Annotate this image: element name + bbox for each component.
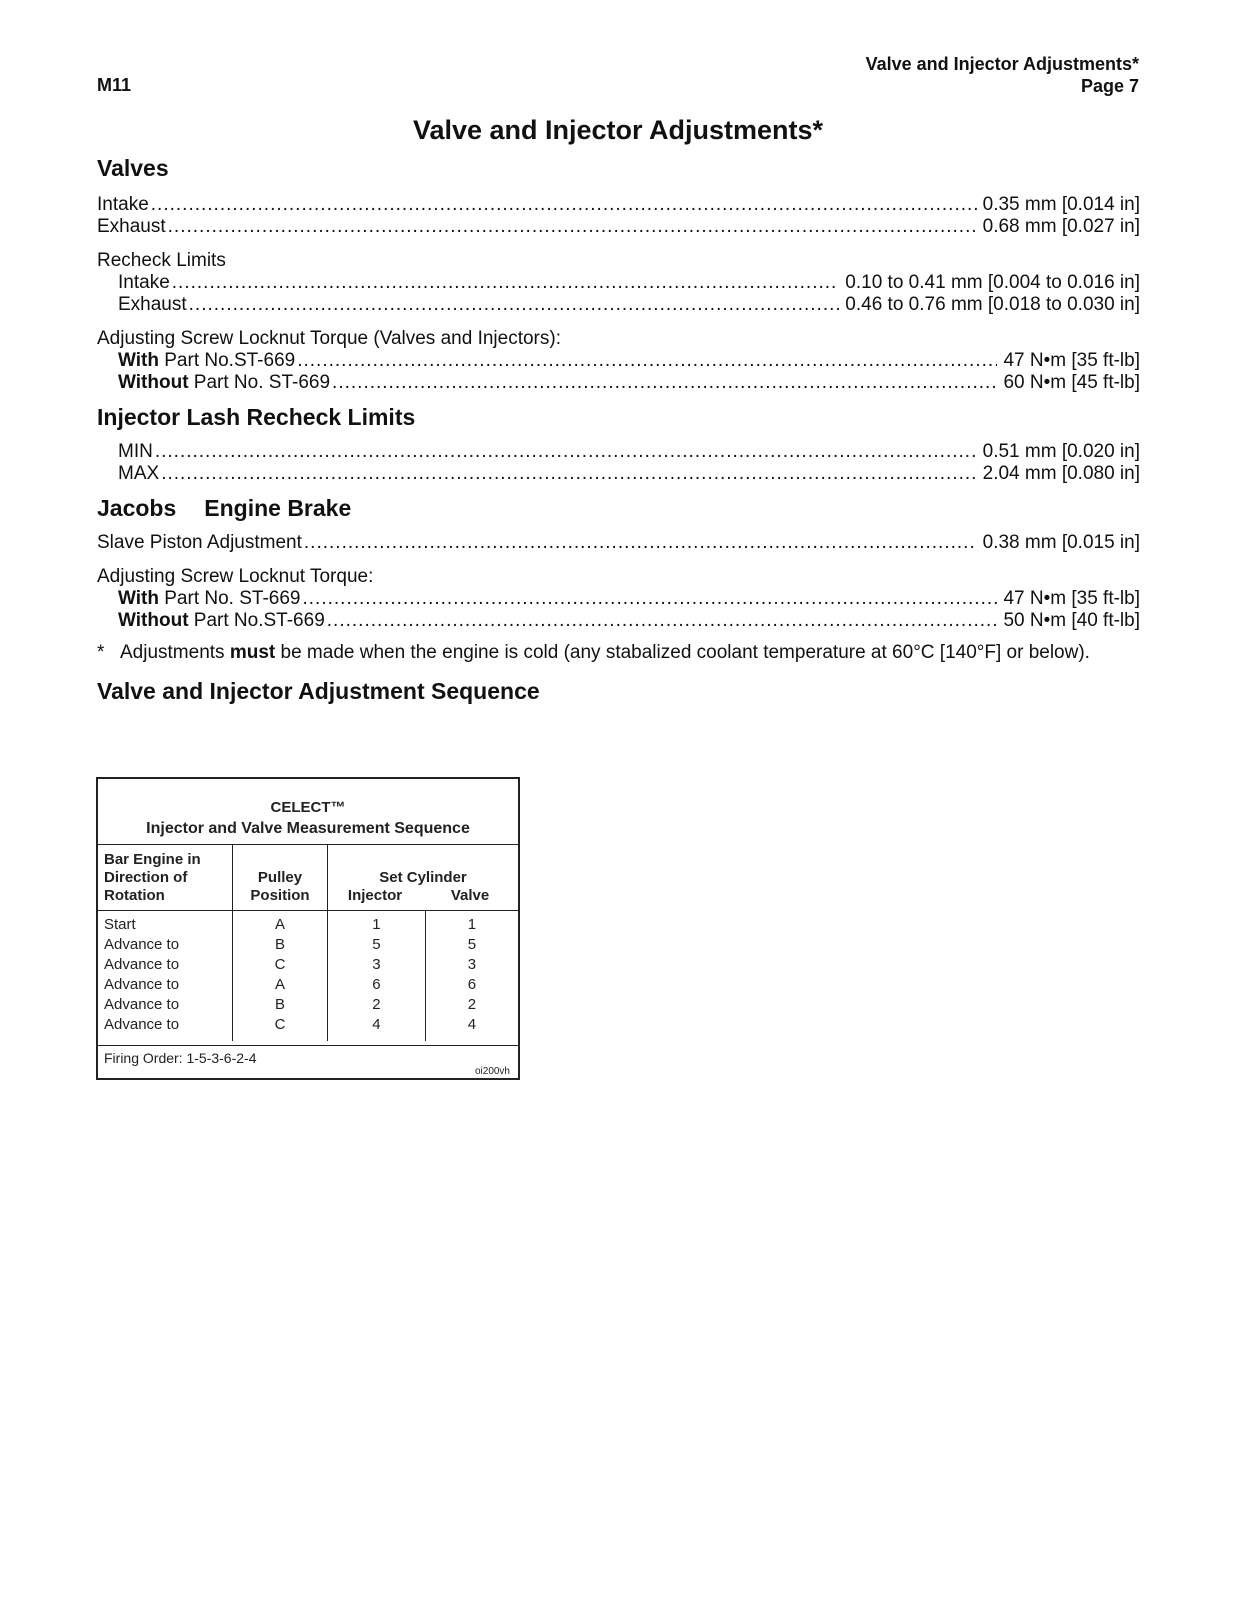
cell-valve: 6 [467,976,477,993]
spec-row-exhaust [97,216,1140,238]
cell-action: Advance to [98,1015,233,1041]
sequence-heading: Valve and Injector Adjustment Sequence [97,678,540,704]
col-header-set-cylinder-label: Set Cylinder [379,869,467,886]
spec-row-slave-piston [97,532,1140,554]
spec-label [118,372,330,394]
cell-injector: 6 [328,975,426,995]
cell-injector: 5 [328,935,426,955]
spec-content [97,155,1140,705]
jacobs-torque-heading: Adjusting Screw Locknut Torque: [97,566,374,587]
spec-value: 0.10 to 0.41 mm [0.004 to 0.016 in] [845,272,1140,293]
with-text: Part No.ST-669 [158,350,296,371]
spec-value: 0.68 mm [0.027 in] [982,216,1140,237]
spec-label: Exhaust [118,294,187,315]
jacobs-heading-a: Jacobs [97,495,177,521]
cell-valve: 5 [467,936,477,953]
footnote-pre: Adjustments [120,642,230,663]
cell-action: Advance to [98,975,233,995]
model-label: M11 [97,75,132,95]
figure-title-line1: CELECT™ [270,799,346,816]
with-text: Part No. ST-669 [158,588,301,609]
spec-value: 50 N•m [40 ft-lb] [1003,610,1140,631]
sequence-table [98,845,518,1041]
cell-action: Advance to [98,935,233,955]
spec-row-recheck-exhaust [97,294,1140,316]
table-row [98,911,518,936]
figure-title-line2: Injector and Valve Measurement Sequence [146,820,470,837]
footnote [97,642,1140,664]
cell-valve: 1 [467,916,477,933]
spec-row-recheck-intake [97,272,1140,294]
page-title: Valve and Injector Adjustments* [412,115,824,145]
figure-footer [98,1045,518,1077]
cell-pulley: C [233,955,328,975]
running-header [866,53,1139,97]
spec-row-jacobs-without-tool [97,610,1140,632]
cell-pulley: B [233,935,328,955]
cell-action: Start [98,911,233,936]
figure-code: oi200vh [474,1066,510,1077]
spec-value: 47 N•m [35 ft-lb] [1003,350,1140,371]
firing-order: Firing Order: 1-5-3-6-2-4 [104,1050,257,1066]
cell-injector: 3 [328,955,426,975]
without-bold: Without [118,372,189,393]
without-text: Part No. ST-669 [188,372,331,393]
spec-label: MAX [118,463,160,484]
spec-label [118,588,301,610]
cell-injector: 1 [328,911,426,936]
col-header-set-cylinder [328,845,519,911]
spec-value: 60 N•m [45 ft-lb] [1003,372,1140,393]
table-row [98,935,518,955]
spec-row-jacobs-with-tool [97,588,1140,610]
recheck-limits-heading: Recheck Limits [97,250,226,271]
cell-valve: 3 [467,956,477,973]
spec-value: 0.51 mm [0.020 in] [982,441,1140,462]
spec-label: MIN [118,441,153,462]
table-row [98,1015,518,1041]
sequence-figure [96,777,520,1080]
valves-heading: Valves [97,155,169,181]
footnote-bold: must [229,642,276,663]
spec-value: 0.35 mm [0.014 in] [982,194,1140,215]
without-text: Part No.ST-669 [188,610,325,631]
footnote-text [120,642,1140,664]
footnote-marker: * [97,642,105,663]
cell-pulley: A [233,911,328,936]
spec-label: Slave Piston Adjustment [97,532,302,553]
cell-pulley: B [233,995,328,1015]
spec-row-min [97,441,1140,463]
torque-heading: Adjusting Screw Locknut Torque (Valves and Injectors): [97,328,561,349]
spec-value: 0.46 to 0.76 mm [0.018 to 0.030 in] [845,294,1140,315]
spec-label: Intake [118,272,170,293]
cell-valve: 2 [467,996,477,1013]
spec-row-max [97,463,1140,485]
cell-injector: 2 [328,995,426,1015]
spec-row-with-tool [97,350,1140,372]
jacobs-heading [97,495,1140,522]
cell-pulley: C [233,1015,328,1041]
jacobs-heading-b: Engine Brake [204,495,352,521]
cell-valve: 4 [467,1016,477,1033]
spec-label [118,350,295,372]
injector-heading: Injector Lash Recheck Limits [97,404,416,430]
table-row [98,995,518,1015]
cell-action: Advance to [98,995,233,1015]
with-bold: With [118,588,159,609]
col-header-pulley: Pulley Position [233,845,328,911]
spec-label: Intake [97,194,149,215]
without-bold: Without [118,610,189,631]
table-header-row [98,845,518,911]
col-header-valve: Valve [450,887,490,904]
cell-injector: 4 [328,1015,426,1041]
page-number: Page 7 [1080,76,1139,96]
spec-row-intake [97,194,1140,216]
figure-title [98,779,518,845]
footnote-post: be made when the engine is cold (any stabalized coolant temperature at 60°C [140°F] or below). [275,642,1090,663]
spec-label: Exhaust [97,216,166,237]
spec-value: 2.04 mm [0.080 in] [982,463,1140,484]
cell-pulley: A [233,975,328,995]
table-row [98,975,518,995]
spec-label [118,610,325,632]
cell-action: Advance to [98,955,233,975]
spec-value: 0.38 mm [0.015 in] [982,532,1140,553]
table-row [98,955,518,975]
spec-row-without-tool [97,372,1140,394]
with-bold: With [118,350,159,371]
col-header-injector: Injector [347,887,403,904]
spec-value: 47 N•m [35 ft-lb] [1003,588,1140,609]
running-header-title: Valve and Injector Adjustments* [865,54,1139,74]
col-header-rotation: Bar Engine in Direction of Rotation [98,845,233,911]
